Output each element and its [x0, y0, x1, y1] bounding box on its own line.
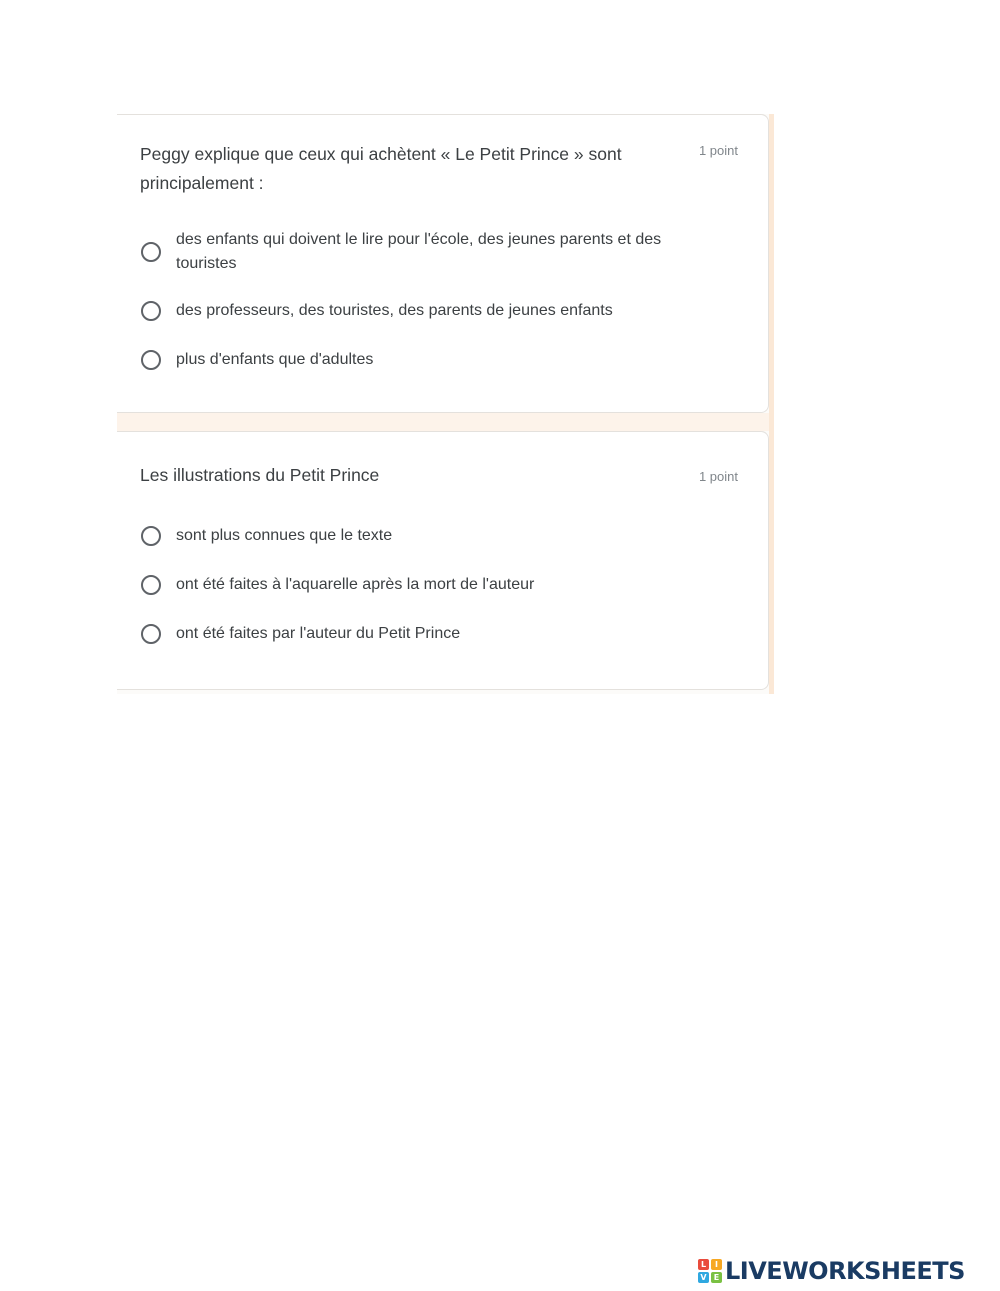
radio-button[interactable] [141, 301, 161, 321]
option-label: ont été faites par l'auteur du Petit Prince [176, 625, 461, 642]
option-2-1[interactable] [141, 524, 728, 548]
question-points: 1 point [698, 143, 738, 158]
option-1-2[interactable] [141, 299, 728, 323]
logo-block-i: I [711, 1259, 722, 1270]
radio-button[interactable] [141, 350, 161, 370]
option-label: plus d'enfants que d'adultes [176, 351, 374, 368]
logo-block-v: V [698, 1272, 709, 1283]
option-label-line: des enfants qui doivent le lire pour l'école, des jeunes parents et des [176, 231, 662, 248]
option-label: sont plus connues que le texte [176, 527, 393, 544]
screenshot-edge [769, 114, 774, 694]
question-title: Les illustrations du Petit Prince [140, 465, 380, 485]
radio-button[interactable] [141, 575, 161, 595]
option-label: ont été faites à l'aquarelle après la mort de l'auteur [176, 576, 535, 593]
card-separator [117, 413, 769, 431]
radio-button[interactable] [141, 624, 161, 644]
question-header [140, 140, 738, 198]
option-2-3[interactable] [141, 622, 728, 646]
question-card-1 [117, 114, 769, 413]
option-label [176, 228, 661, 276]
liveworksheets-logo [698, 1256, 965, 1286]
option-1-1[interactable] [141, 228, 728, 276]
option-label: des professeurs, des touristes, des parents de jeunes enfants [176, 302, 613, 319]
radio-button[interactable] [141, 526, 161, 546]
form-screenshot [117, 114, 773, 694]
logo-block-l: L [698, 1259, 709, 1270]
question-title: Peggy explique que ceux qui achètent « Le Petit Prince » sont principalement : [140, 144, 622, 193]
logo-blocks [698, 1259, 722, 1283]
option-1-3[interactable] [141, 348, 728, 372]
option-2-2[interactable] [141, 573, 728, 597]
question-points: 1 point [698, 469, 738, 484]
option-label-line: touristes [176, 255, 237, 272]
logo-text: LIVEWORKSHEETS [725, 1257, 965, 1285]
question-card-2 [117, 431, 769, 690]
question-header [140, 461, 738, 490]
logo-block-e: E [711, 1272, 722, 1283]
radio-button[interactable] [141, 242, 161, 262]
